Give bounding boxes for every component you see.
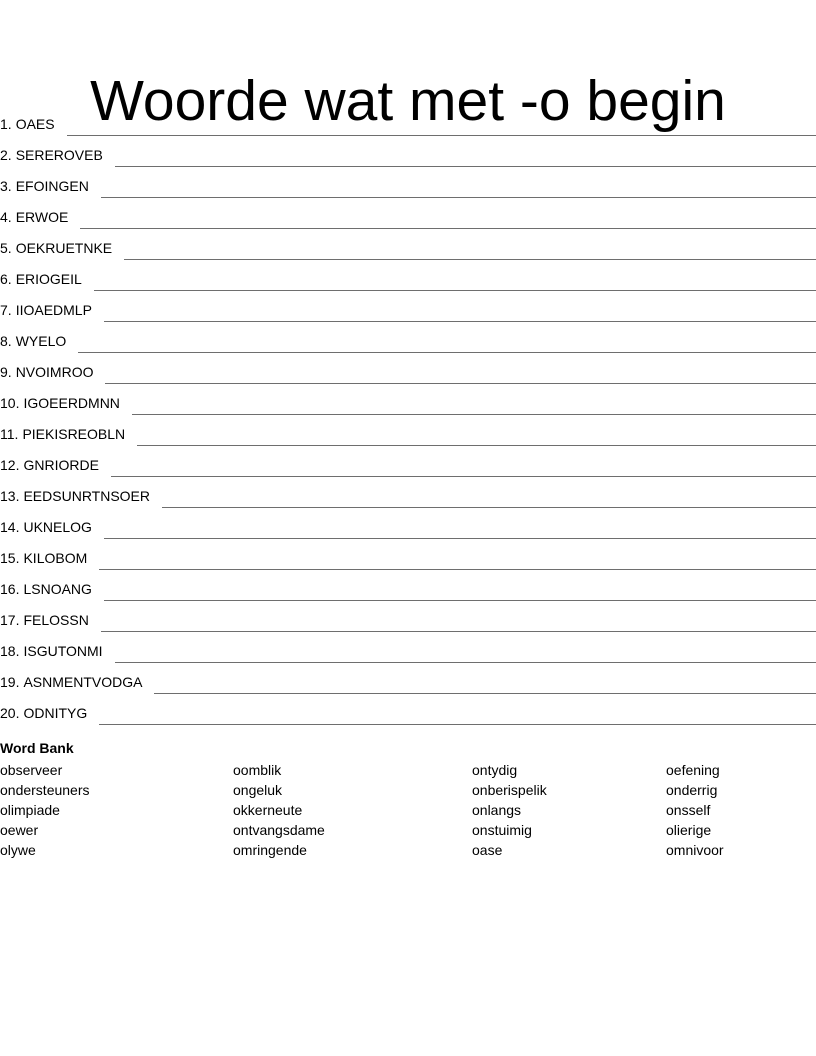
answer-line[interactable]	[99, 568, 816, 570]
word-bank-word: omringende	[233, 842, 307, 858]
answer-line[interactable]	[124, 258, 816, 260]
word-bank-word: onstuimig	[472, 822, 532, 838]
word-bank-column	[472, 760, 547, 860]
answer-line[interactable]	[111, 475, 816, 477]
scrambled-word: ODNITYG	[23, 705, 88, 721]
puzzle-row	[0, 447, 816, 478]
word-bank-word: okkerneute	[233, 802, 303, 818]
answer-line[interactable]	[105, 382, 816, 384]
word-bank-word: ontydig	[472, 762, 518, 778]
word-bank-word: olierige	[666, 822, 712, 838]
puzzle-row	[0, 137, 816, 168]
puzzle-row	[0, 168, 816, 199]
item-number: 16.	[0, 581, 20, 597]
answer-line[interactable]	[132, 413, 816, 415]
item-number: 1.	[0, 116, 12, 132]
puzzle-row	[0, 416, 816, 447]
answer-line[interactable]	[104, 599, 816, 601]
answer-line[interactable]	[80, 227, 816, 229]
word-bank-column	[666, 760, 724, 860]
word-bank-title: Word Bank	[0, 740, 74, 756]
answer-line[interactable]	[154, 692, 816, 694]
word-bank-word: olimpiade	[0, 802, 60, 818]
item-number: 12.	[0, 457, 20, 473]
page-title: Woorde wat met -o begin	[90, 69, 726, 134]
puzzle-list	[0, 106, 816, 726]
scrambled-word: OAES	[15, 116, 55, 132]
scrambled-word: ASNMENTVODGA	[23, 674, 143, 690]
answer-line[interactable]	[104, 537, 816, 539]
word-bank-word: oefening	[666, 762, 720, 778]
scrambled-word: SEREROVEB	[15, 147, 103, 163]
answer-line[interactable]	[94, 289, 816, 291]
scrambled-word: UKNELOG	[23, 519, 92, 535]
word-bank-word: observeer	[0, 762, 63, 778]
scrambled-word: ISGUTONMI	[23, 643, 103, 659]
word-bank-word: ondersteuners	[0, 782, 90, 798]
answer-line[interactable]	[115, 661, 816, 663]
item-number: 4.	[0, 209, 12, 225]
puzzle-row	[0, 292, 816, 323]
word-bank-word: ongeluk	[233, 782, 283, 798]
answer-line[interactable]	[115, 165, 816, 167]
item-number: 3.	[0, 178, 12, 194]
word-bank-column	[233, 760, 325, 860]
item-number: 13.	[0, 488, 20, 504]
puzzle-row	[0, 695, 816, 726]
item-number: 2.	[0, 147, 12, 163]
answer-line[interactable]	[162, 506, 816, 508]
puzzle-row	[0, 540, 816, 571]
word-bank-word: onsself	[666, 802, 711, 818]
puzzle-row	[0, 602, 816, 633]
answer-line[interactable]	[104, 320, 816, 322]
item-number: 8.	[0, 333, 12, 349]
word-bank-word: onderrig	[666, 782, 718, 798]
puzzle-row	[0, 571, 816, 602]
word-bank-word: oase	[472, 842, 503, 858]
scrambled-word: EFOINGEN	[15, 178, 89, 194]
scrambled-word: EEDSUNRTNSOER	[23, 488, 151, 504]
word-bank-word: olywe	[0, 842, 36, 858]
item-number: 7.	[0, 302, 12, 318]
puzzle-row	[0, 199, 816, 230]
scrambled-word: GNRIORDE	[23, 457, 99, 473]
item-number: 11.	[0, 426, 19, 442]
scrambled-word: IGOEERDMNN	[23, 395, 120, 411]
scrambled-word: FELOSSN	[23, 612, 89, 628]
scrambled-word: LSNOANG	[23, 581, 92, 597]
scrambled-word: ERWOE	[15, 209, 69, 225]
item-number: 6.	[0, 271, 12, 287]
scrambled-word: KILOBOM	[23, 550, 88, 566]
answer-line[interactable]	[67, 134, 816, 136]
item-number: 19.	[0, 674, 20, 690]
puzzle-row	[0, 478, 816, 509]
scrambled-word: OEKRUETNKE	[15, 240, 113, 256]
scrambled-word: ERIOGEIL	[15, 271, 82, 287]
item-number: 18.	[0, 643, 20, 659]
item-number: 10.	[0, 395, 20, 411]
item-number: 15.	[0, 550, 20, 566]
answer-line[interactable]	[78, 351, 816, 353]
scrambled-word: NVOIMROO	[15, 364, 94, 380]
puzzle-row	[0, 509, 816, 540]
word-bank-column	[0, 760, 90, 860]
puzzle-row	[0, 261, 816, 292]
item-number: 5.	[0, 240, 12, 256]
word-bank-word: onberispelik	[472, 782, 547, 798]
word-bank-word: omnivoor	[666, 842, 724, 858]
word-bank-word: onlangs	[472, 802, 522, 818]
answer-line[interactable]	[101, 196, 816, 198]
word-bank-word: oewer	[0, 822, 39, 838]
scrambled-word: WYELO	[15, 333, 67, 349]
word-bank-word: ontvangsdame	[233, 822, 325, 838]
puzzle-row	[0, 633, 816, 664]
word-bank-word: oomblik	[233, 762, 282, 778]
puzzle-row	[0, 230, 816, 261]
puzzle-row	[0, 323, 816, 354]
puzzle-row	[0, 354, 816, 385]
puzzle-row	[0, 664, 816, 695]
puzzle-row	[0, 385, 816, 416]
item-number: 9.	[0, 364, 12, 380]
item-number: 17.	[0, 612, 20, 628]
puzzle-row	[0, 106, 816, 137]
item-number: 20.	[0, 705, 20, 721]
scrambled-word: IIOAEDMLP	[15, 302, 92, 318]
answer-line[interactable]	[99, 723, 816, 725]
answer-line[interactable]	[137, 444, 816, 446]
answer-line[interactable]	[101, 630, 816, 632]
item-number: 14.	[0, 519, 20, 535]
scrambled-word: PIEKISREOBLN	[22, 426, 126, 442]
